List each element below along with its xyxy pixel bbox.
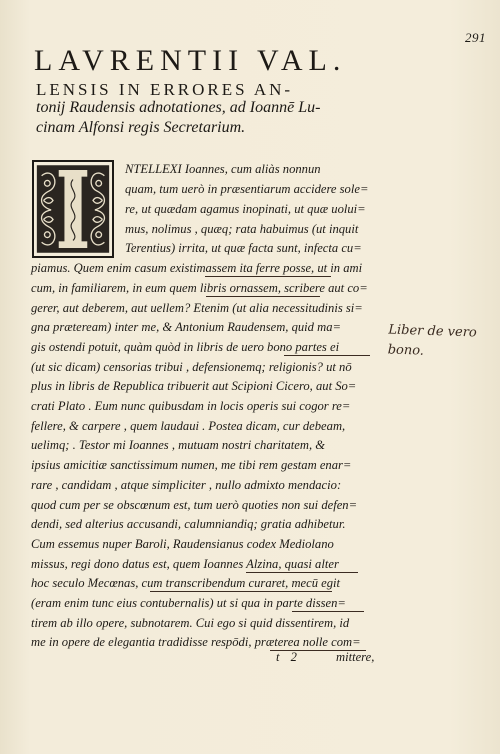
text-line-9: gna præteream) inter me, & Antonium Raudensem, quid ma= (31, 320, 342, 334)
signature-mark: t 2 (276, 650, 301, 664)
text-line-16: ipsius amicitiæ sanctissimum numen, me tibi rem gestam enar= (31, 458, 352, 472)
text-line-11: (ut sic dicam) censorias tribui , defensionemq; religionis? ut nō (31, 360, 352, 374)
text-line-17: rare , candidam , atque simpliciter , nullo admixto mendacio: (31, 478, 342, 492)
text-line-1: NTELLEXI Ioannes, cum aliàs nonnun (125, 162, 321, 176)
text-line-20: Cum essemus nuper Baroli, Raudensianus codex Mediolano (31, 537, 334, 551)
manuscript-underline (246, 572, 358, 573)
marginal-annotation (387, 320, 477, 363)
marginal-annotation-line-2: bono. (387, 342, 425, 359)
decorated-initial-i-icon (34, 162, 112, 256)
text-line-23: (eram enim tunc eius contubernalis) ut si qua in parte dissen= (31, 596, 346, 610)
manuscript-underline (292, 611, 364, 612)
manuscript-underline (150, 591, 332, 592)
text-line-24: tirem ab illo opere, subnotarem. Cui ego si quid dissentirem, id (31, 616, 350, 630)
text-line-5: Terentius) irrita, ut quæ facta sunt, infecta cu= (125, 241, 362, 255)
text-line-3: re, ut quædam agamus inopinati, ut quæ uolui= (125, 202, 366, 216)
text-line-10: gis ostendi potuit, quàm quòd in libris de uero bono partes ei (31, 340, 340, 354)
text-line-25: me in opere de elegantia tradidisse respōdi, præterea nolle com= (31, 635, 361, 649)
title-line-4: cinam Alfonsi regis Secretarium. (36, 119, 246, 136)
marginal-annotation-line-1: Liber de vero (388, 322, 477, 341)
text-line-4: mus, nolimus , quæq; rata habuimus (ut inquit (125, 222, 359, 236)
catchword: mittere, (336, 650, 375, 664)
manuscript-underline (284, 355, 370, 356)
title-line-1: LAVRENTII VAL. (34, 44, 347, 77)
manuscript-underline (270, 650, 366, 651)
folio-number: 291 (465, 30, 486, 45)
text-line-13: crati Plato . Eum nunc quibusdam in locis operis sui cogor re= (31, 399, 351, 413)
manuscript-underline (205, 276, 331, 277)
text-line-19: dendi, sed alterius accusandi, calumniandiq; gratia adhibetur. (31, 517, 346, 531)
text-line-21: missus, regi dono datus est, quem Ioannes Alzina, quasi alter (31, 557, 339, 571)
text-line-6: piamus. Quem enim casum existimassem ita ferre posse, ut in ami (31, 261, 363, 275)
title-line-3: tonij Raudensis adnotationes, ad Ioannē Lu- (36, 99, 321, 116)
title-line-2: LENSIS IN ERRORES AN- (36, 80, 294, 99)
text-line-8: gerer, aut deberem, aut uellem? Etenim (ut alia necessitudinis si= (31, 301, 363, 315)
text-line-14: fellere, & carpere , quem laudaui . Postea dicam, cur debeam, (31, 419, 346, 433)
text-line-15: uelimq; . Testor mi Ioannes , mutuam nostri charitatem, & (31, 438, 326, 452)
text-line-7: cum, in familiarem, in eum quem libris ornassem, scribere aut co= (31, 281, 368, 295)
text-line-22: hoc seculo Mecœnas, cum transcribendum curaret, mecū egit (31, 576, 341, 590)
text-line-12: plus in libris de Republica tribuerit aut Scipioni Cicero, aut So= (31, 379, 357, 393)
text-line-2: quam, tum uerò in præsentiarum accidere sole= (125, 182, 369, 196)
text-line-18: quod cum per se obscœnum est, tum uerò quoties non sui defen= (31, 498, 358, 512)
decorated-initial-i (32, 160, 114, 258)
manuscript-underline (206, 296, 320, 297)
